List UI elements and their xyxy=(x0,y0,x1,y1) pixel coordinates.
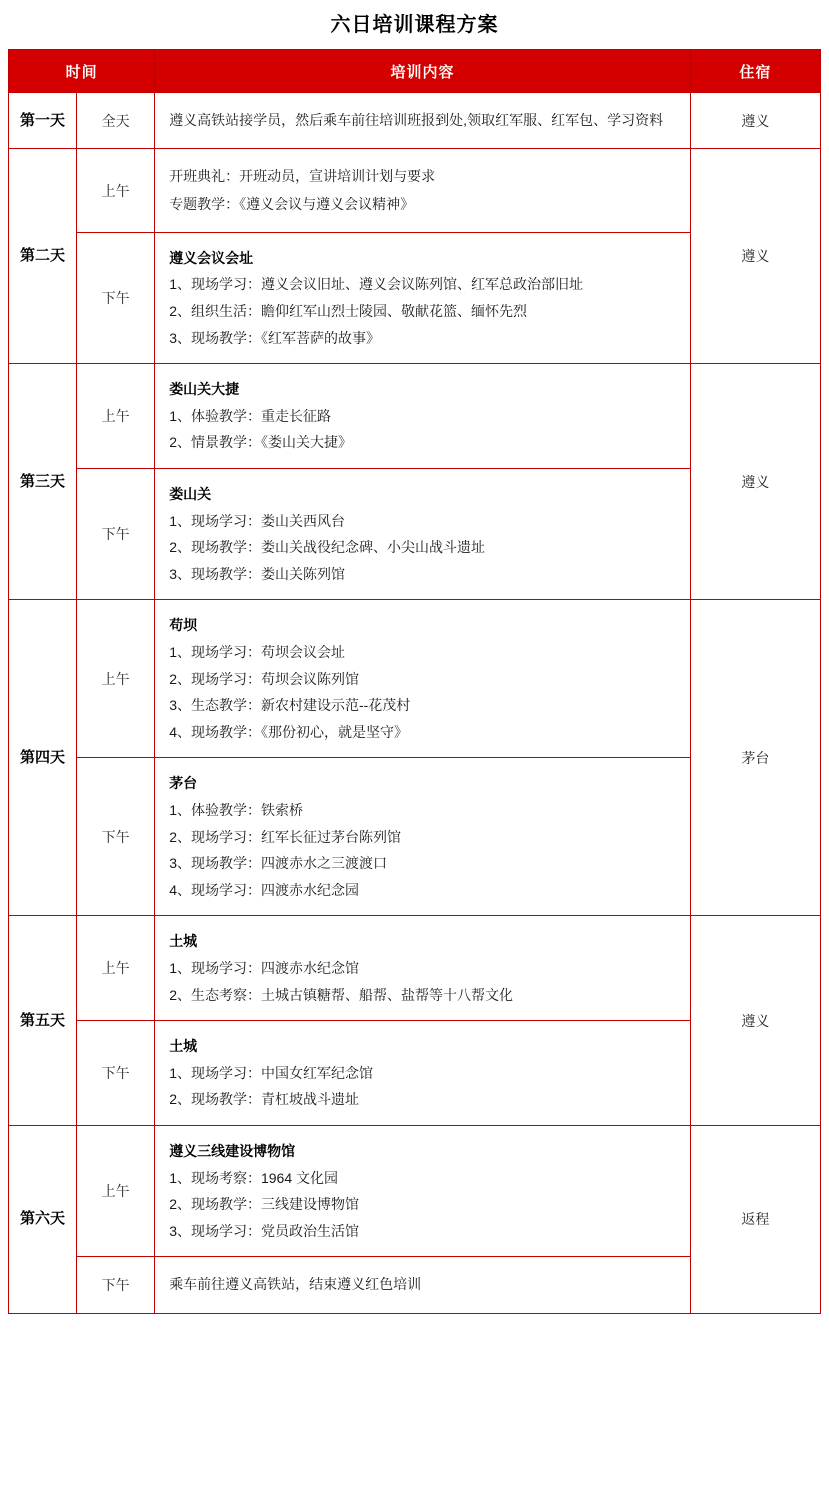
session-line: 2、情景教学：《娄山关大捷》 xyxy=(169,434,352,451)
table-body xyxy=(9,93,821,1314)
day-label: 第三天 xyxy=(9,364,77,600)
day-label: 第二天 xyxy=(9,149,77,364)
table-row xyxy=(9,149,821,233)
session-part-label: 上午 xyxy=(77,916,155,1021)
session-line: 1、体验教学：重走长征路 xyxy=(169,407,331,424)
session-line: 4、现场学习：四渡赤水纪念园 xyxy=(169,881,359,898)
session-content xyxy=(155,469,691,600)
session-content xyxy=(155,93,691,149)
session-heading: 土城 xyxy=(169,933,198,950)
session-part-label: 下午 xyxy=(77,1257,155,1313)
stay-label: 遵义 xyxy=(690,916,820,1126)
session-line: 1、体验教学：铁索桥 xyxy=(169,801,303,818)
stay-label: 茅台 xyxy=(690,600,820,916)
session-line: 1、现场学习：苟坝会议会址 xyxy=(169,644,345,661)
session-line: 3、现场教学：四渡赤水之三渡渡口 xyxy=(169,855,387,872)
day-label: 第五天 xyxy=(9,916,77,1126)
session-content xyxy=(155,364,691,469)
session-part-label: 下午 xyxy=(77,232,155,363)
session-heading: 土城 xyxy=(169,1038,198,1055)
page-title: 六日培训课程方案 xyxy=(330,14,499,36)
table-header-row xyxy=(9,50,821,93)
training-schedule-table xyxy=(8,49,821,1314)
session-line: 1、现场学习：中国女红军纪念馆 xyxy=(169,1064,373,1081)
table-row xyxy=(9,600,821,758)
session-content xyxy=(155,1257,691,1313)
session-line: 乘车前往遵义高铁站，结束遵义红色培训 xyxy=(169,1276,422,1293)
session-line: 2、现场教学：青杠坡战斗遗址 xyxy=(169,1091,359,1108)
table-row xyxy=(9,1125,821,1256)
session-line: 2、生态考察：土城古镇糖帮、船帮、盐帮等十八帮文化 xyxy=(169,986,513,1003)
session-heading: 茅台 xyxy=(169,775,198,792)
session-line: 3、现场学习：党员政治生活馆 xyxy=(169,1222,359,1239)
session-line: 专题教学：《遵义会议与遵义会议精神》 xyxy=(169,195,415,212)
session-part-label: 全天 xyxy=(77,93,155,149)
session-heading: 娄山关 xyxy=(169,486,212,503)
session-heading: 遵义会议会址 xyxy=(169,249,254,266)
session-part-label: 下午 xyxy=(77,1021,155,1126)
session-part-label: 上午 xyxy=(77,1125,155,1256)
session-line: 遵义高铁站接学员，然后乘车前往培训班报到处,领取红军服、红军包、学习资料 xyxy=(169,112,664,128)
session-part-label: 上午 xyxy=(77,600,155,758)
session-line: 1、现场学习：遵义会议旧址、遵义会议陈列馆、红军总政治部旧址 xyxy=(169,276,583,293)
session-part-label: 上午 xyxy=(77,149,155,233)
day-label: 第四天 xyxy=(9,600,77,916)
session-line: 3、现场教学：娄山关陈列馆 xyxy=(169,565,345,582)
stay-label: 返程 xyxy=(690,1125,820,1313)
session-heading: 娄山关大捷 xyxy=(169,381,240,398)
session-part-label: 上午 xyxy=(77,364,155,469)
session-line: 1、现场学习：娄山关西风台 xyxy=(169,512,345,529)
session-line: 3、生态教学：新农村建设示范--花茂村 xyxy=(169,697,411,714)
stay-label: 遵义 xyxy=(690,93,820,149)
stay-label: 遵义 xyxy=(690,149,820,364)
session-content xyxy=(155,916,691,1021)
session-line: 1、现场考察：1964 文化园 xyxy=(169,1169,339,1186)
table-row xyxy=(9,93,821,149)
session-line: 2、现场学习：苟坝会议陈列馆 xyxy=(169,670,359,687)
session-part-label: 下午 xyxy=(77,758,155,916)
session-content xyxy=(155,1125,691,1256)
session-content xyxy=(155,758,691,916)
day-label: 第六天 xyxy=(9,1125,77,1313)
session-line: 2、现场教学：娄山关战役纪念碑、小尖山战斗遗址 xyxy=(169,539,485,556)
session-line: 2、现场教学：三线建设博物馆 xyxy=(169,1196,359,1213)
session-heading: 苟坝 xyxy=(169,617,198,634)
table-row xyxy=(9,364,821,469)
table-header xyxy=(9,50,821,93)
column-header-stay: 住宿 xyxy=(690,50,820,93)
column-header-content: 培训内容 xyxy=(155,50,691,93)
column-header-time: 时间 xyxy=(9,50,155,93)
session-content xyxy=(155,149,691,233)
session-line: 开班典礼：开班动员，宣讲培训计划与要求 xyxy=(169,168,436,185)
stay-label: 遵义 xyxy=(690,364,820,600)
session-content xyxy=(155,600,691,758)
session-line: 3、现场教学：《红军菩萨的故事》 xyxy=(169,329,380,346)
session-line: 1、现场学习：四渡赤水纪念馆 xyxy=(169,959,359,976)
session-content xyxy=(155,1021,691,1126)
table-row xyxy=(9,916,821,1021)
session-heading: 遵义三线建设博物馆 xyxy=(169,1142,296,1159)
day-label: 第一天 xyxy=(9,93,77,149)
session-part-label: 下午 xyxy=(77,469,155,600)
session-content xyxy=(155,232,691,363)
session-line: 2、组织生活：瞻仰红军山烈士陵园、敬献花篮、缅怀先烈 xyxy=(169,303,527,320)
session-line: 2、现场学习：红军长征过茅台陈列馆 xyxy=(169,828,401,845)
session-line: 4、现场教学：《那份初心，就是坚守》 xyxy=(169,723,408,740)
